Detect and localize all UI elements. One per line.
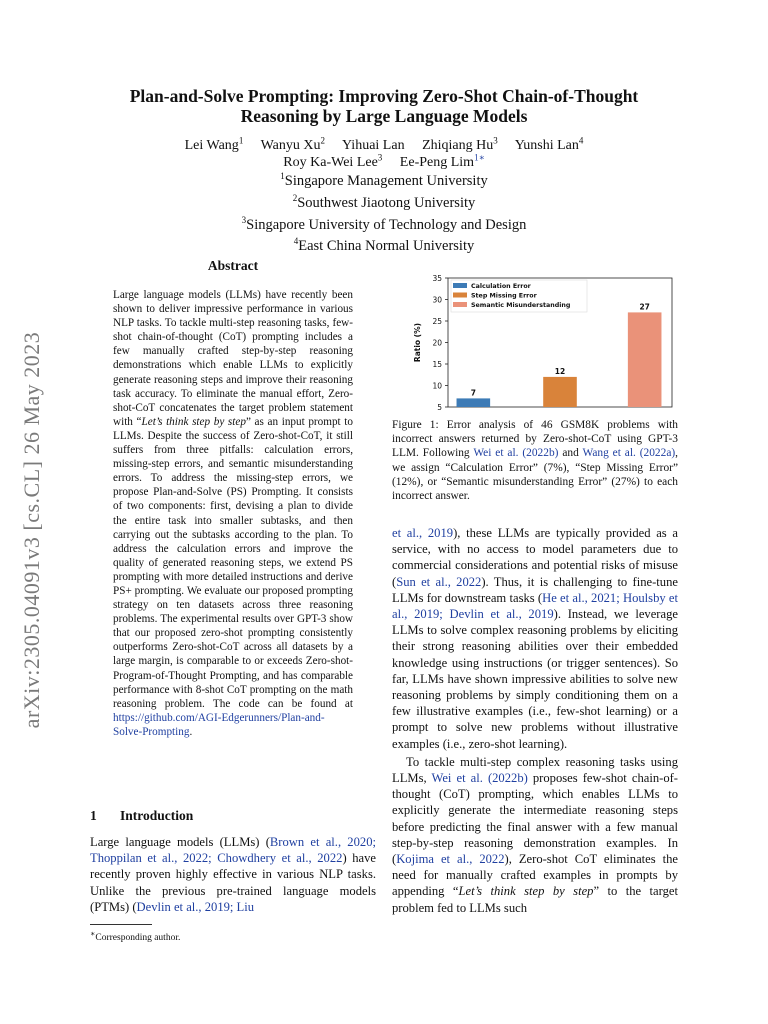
bar: [543, 377, 577, 407]
footnote-rule: [90, 924, 152, 925]
y-tick-label: 5: [437, 403, 442, 412]
affiliation: $^3$Singapore University of Technology and Design: [241, 214, 527, 233]
citation-link[interactable]: Wang et al. (2022a): [582, 447, 676, 460]
y-tick-label: 15: [432, 360, 442, 369]
code-link[interactable]: https://github.com/AGI-Edgerunners/Plan-and-Solve-Prompting: [113, 711, 325, 738]
paragraph: et al., 2019), these LLMs are typically provided as a service, with no access to model parameters due to commercial considerations and potential risks of misuse (Sun et al., 2022). Thus, it is challenging to fine-tune LLMs for downstream tasks (He et al., 2021; Houlsby et al., 2019; Devlin et al., 2019). Instead, we leverage LLMs to solve complex reasoning problems by eliciting their strong reasoning abilities over their embedded knowledge using instructions (or trigger sentences). So far, LLMs have shown impressive abilities to solve new reasoning problems by simply conditioning them on a few illustrative examples (i.e., few-shot learning) or a prompt to solve new problems without illustrative examples (i.e., zero-shot learning).: [392, 526, 679, 751]
citation-link[interactable]: Wei et al. (2022b): [431, 771, 528, 786]
figure-caption: Figure 1: Error analysis of 46 GSM8K problems with incorrect answers returned by Zero-shot-CoT using GPT-3 LLM. Following Wei et al. (2022b) and Wang et al. (2022a), we assign “Calculation Error” (7%), “Step Missing Error” (12%), or “Semantic misunderstanding Error” (27%) to each incorrect answer.: [392, 419, 679, 503]
footnote: ∗Corresponding author.: [90, 929, 181, 944]
abstract-text: Large language models (LLMs) have recently been shown to deliver impressive performance in various NLP tasks. To tackle multi-step reasoning tasks, few-shot chain-of-thought (CoT) prompting includes a few manually crafted step-by-step reasoning demonstrations which enable LLMs to explicitly generate reasoning steps and improve their reasoning task accuracy. To eliminate the manual effort, Zero-shot-CoT concatenates the target problem statement with “Let’s think step by step” as an input prompt to LLMs. Despite the success of Zero-shot-CoT, it still suffers from three pitfalls: calculation errors, missing-step errors, and semantic misunderstanding errors. To address the missing-step errors, we propose Plan-and-Solve (PS) Prompting. It consists of two components: first, devising a plan to divide the entire task into smaller subtasks, and then carrying out the subtasks according to the plan. To address the calculation errors and improve the quality of generated reasoning steps, we extend PS prompting with more detailed instructions and derive PS+ prompting. We evaluate our proposed prompting strategy on ten datasets across three reasoning problems. The experimental results over GPT-3 show that our proposed zero-shot prompting consistently outperforms Zero-shot-CoT across all datasets by a large margin, is comparable to or exceeds Zero-shot-Program-of-Thought Prompting, and has comparable performance with 8-shot CoT prompting on the math reasoning problem. The code can be found at https://github.com/AGI-Edgerunners/Plan-and-Solve-Prompting.: [113, 289, 353, 738]
citation-link[interactable]: Wei et al. (2022b): [473, 447, 559, 460]
y-tick-label: 25: [432, 317, 442, 326]
paragraph: To tackle multi-step complex reasoning tasks using LLMs, Wei et al. (2022b) proposes few-shot chain-of-thought (CoT) prompting, which enables LLMs to explicitly generate the intermediate reasoning steps before predicting the final answer with a few manual step-by-step reasoning demonstration examples. In (Kojima et al., 2022), Zero-shot CoT eliminates the need for manually crafted examples in prompts by appending “Let’s think step by step” to the target problem fed to LLMs such: [392, 754, 679, 915]
legend-swatch: [453, 293, 467, 298]
right-column-text: [392, 525, 678, 916]
author: Yihuai Lan: [341, 137, 405, 153]
bar-value-label: 7: [470, 388, 476, 398]
y-tick-label: 10: [432, 381, 442, 391]
citation-link[interactable]: Kojima et al., 2022: [396, 852, 505, 867]
title-line-2: Reasoning by Large Language Models: [240, 106, 528, 126]
legend-entry: Calculation Error: [471, 283, 531, 290]
affiliation: $^4$East China Normal University: [293, 236, 475, 255]
author: Zhiqiang Hu$^3$: [422, 135, 498, 153]
error-analysis-chart: [398, 270, 678, 415]
bar-value-label: 12: [554, 366, 566, 376]
author: Lei Wang$^1$: [184, 135, 244, 153]
author: Roy Ka-Wei Lee$^3$: [283, 152, 383, 170]
legend-swatch: [453, 302, 467, 307]
bar-value-label: 27: [639, 302, 650, 312]
paper-title: [90, 86, 678, 126]
arxiv-sidebar: [12, 300, 52, 760]
y-tick-label: 35: [432, 274, 442, 283]
citation-link[interactable]: et al., 2019: [392, 526, 454, 540]
citation-link[interactable]: Brown et al., 2020; Thoppilan et al., 2022; Chowdhery et al., 2022: [90, 835, 376, 866]
bar: [457, 398, 491, 407]
y-tick-label: 20: [432, 338, 442, 348]
legend-swatch: [453, 283, 467, 288]
arxiv-identifier: arXiv:2305.04091v3 [cs.CL] 26 May 2023: [19, 331, 44, 729]
legend-entry: Semantic Misunderstanding: [471, 302, 571, 309]
citation-link[interactable]: Sun et al., 2022: [396, 574, 482, 589]
abstract-heading: Abstract: [207, 258, 259, 273]
section-heading-introduction: 1 Introduction: [90, 808, 194, 823]
legend-entry: Step Missing Error: [471, 292, 537, 300]
affiliation: $^1$Singapore Management University: [280, 171, 488, 189]
citation-link[interactable]: He et al., 2021; Houlsby et al., 2019; Devlin et al., 2019: [392, 590, 679, 622]
affiliation: $^2$Southwest Jiaotong University: [292, 192, 476, 211]
y-axis-label: Ratio (%): [413, 322, 422, 363]
bar: [628, 312, 662, 407]
intro-paragraph: Large language models (LLMs) (Brown et al., 2020; Thoppilan et al., 2022; Chowdhery et al., 2022) have recently proven highly effective in various NLP tasks. Unlike the previous pre-trained language models (PTMs) (Devlin et al., 2019; Liu: [90, 835, 377, 914]
author-row-1: [90, 135, 678, 154]
author: Yunshi Lan$^4$: [514, 135, 584, 153]
title-line-1: Plan-and-Solve Prompting: Improving Zero-Shot Chain-of-Thought: [129, 86, 639, 106]
author: Wanyu Xu$^2$: [260, 135, 325, 153]
y-tick-label: 30: [432, 295, 442, 305]
author: Ee-Peng Lim$^{1∗}$: [399, 152, 485, 170]
affiliations: [90, 168, 678, 255]
citation-link[interactable]: Devlin et al., 2019; Liu: [136, 899, 255, 914]
